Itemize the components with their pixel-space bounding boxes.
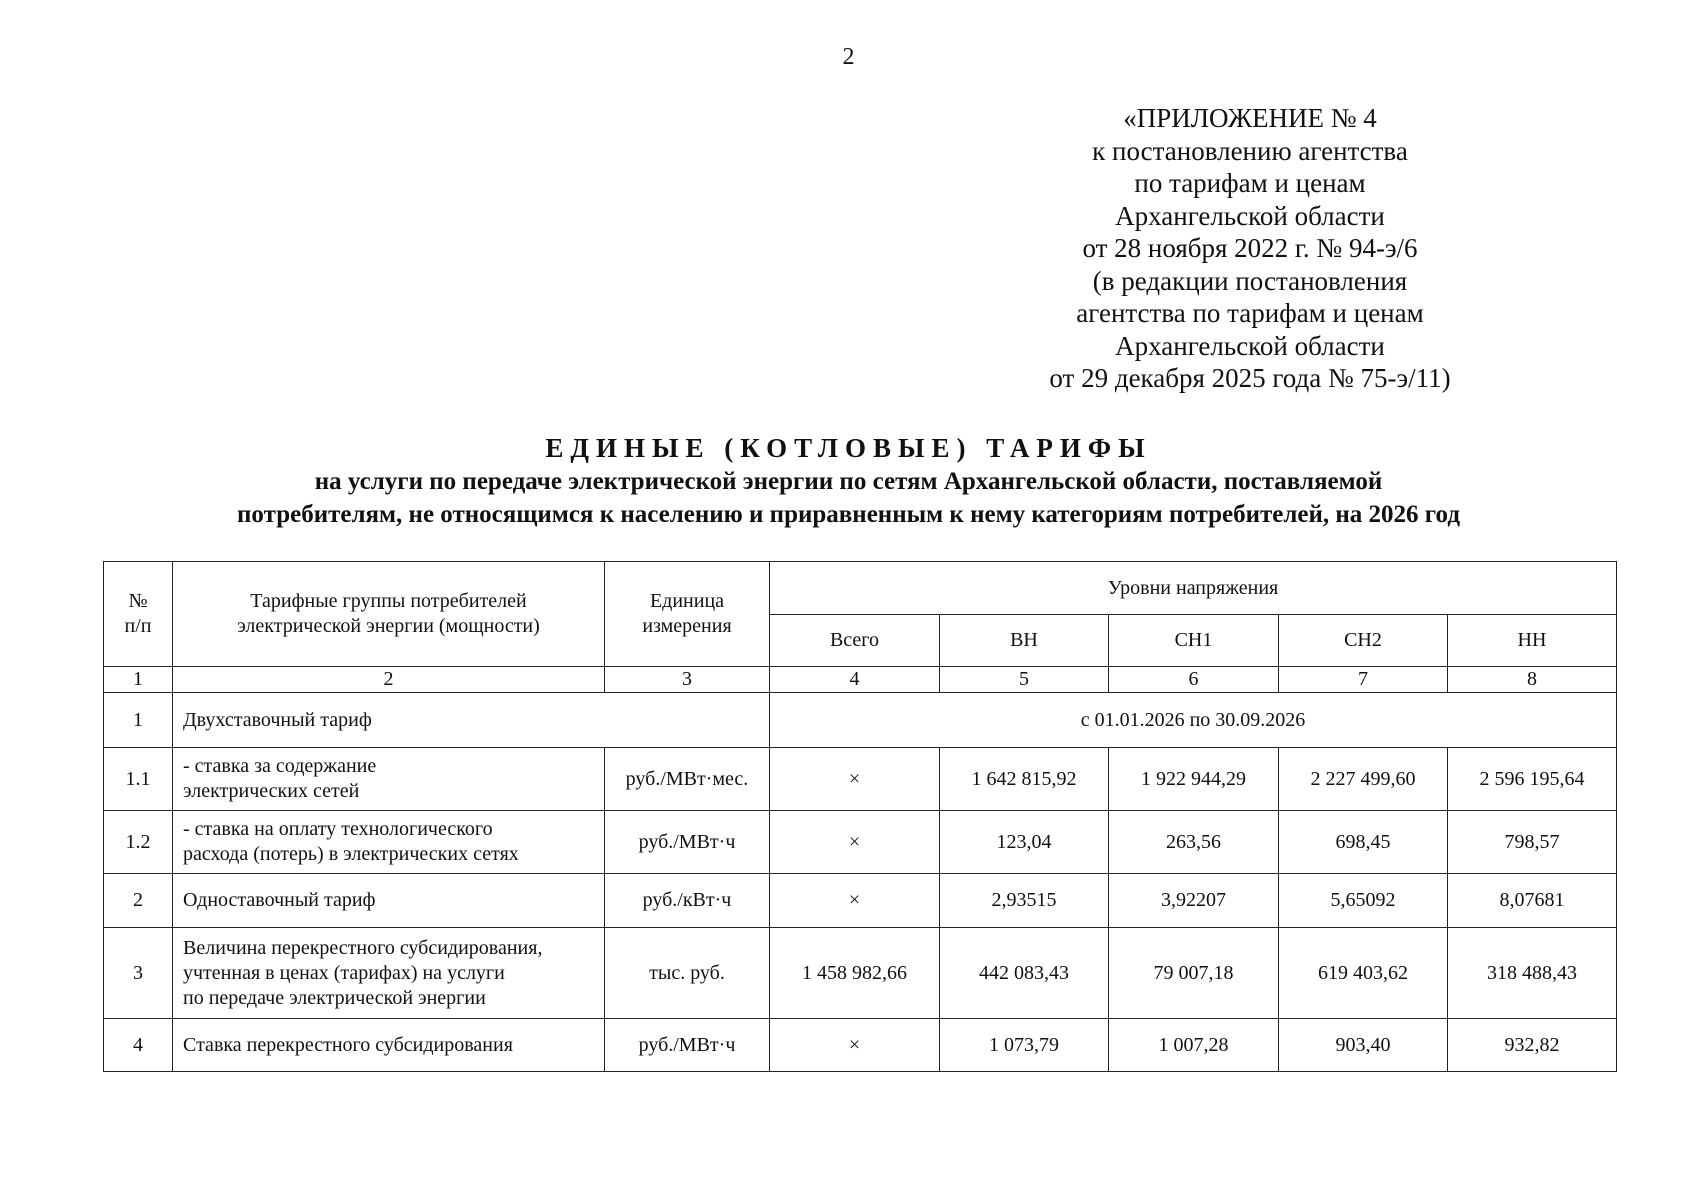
header-unit (605, 562, 770, 667)
row-value: 619 403,62 (1279, 928, 1448, 1019)
table-row (104, 693, 1617, 748)
column-number: 6 (1109, 667, 1279, 693)
header-level-nn: НН (1448, 615, 1617, 667)
row-num: 2 (104, 874, 173, 928)
appendix-line: Архангельской области (1115, 330, 1385, 361)
appendix-line: от 29 декабря 2025 года № 75-э/11) (1049, 363, 1451, 393)
row-value: 442 083,43 (940, 928, 1109, 1019)
column-number: 7 (1279, 667, 1448, 693)
row-value: 1 458 982,66 (770, 928, 940, 1019)
row-value: 1 073,79 (940, 1019, 1109, 1072)
header-row (104, 562, 1617, 615)
column-number: 5 (940, 667, 1109, 693)
row-unit: руб./МВт·мес. (605, 748, 770, 811)
row-value: × (770, 811, 940, 874)
tariff-table (103, 561, 1617, 1072)
document-title (0, 431, 1697, 531)
row-value: 263,56 (1109, 811, 1279, 874)
row-value: 1 922 944,29 (1109, 748, 1279, 811)
row-value: 2 596 195,64 (1448, 748, 1617, 811)
header-group (173, 562, 605, 667)
row-value: 79 007,18 (1109, 928, 1279, 1019)
row-name (173, 811, 605, 874)
row-name-line: расхода (потерь) в электрических сетях (183, 843, 519, 865)
row-unit: руб./МВт·ч (605, 811, 770, 874)
row-name-line: Величина перекрестного субсидирования, (183, 936, 543, 959)
row-unit: руб./кВт·ч (605, 874, 770, 928)
table-row (104, 811, 1617, 874)
appendix-line: Архангельской области (1115, 200, 1385, 231)
table-row (104, 928, 1617, 1019)
row-value: 2 227 499,60 (1279, 748, 1448, 811)
row-value: 932,82 (1448, 1019, 1617, 1072)
header-level-total: Всего (770, 615, 940, 667)
header-level-sn2: СН2 (1279, 615, 1448, 667)
appendix-line: по тарифам и ценам (1134, 168, 1366, 198)
header-group-line: Тарифные группы потребителей (250, 590, 527, 612)
appendix-line: от 28 ноября 2022 г. № 94-э/6 (1082, 233, 1418, 263)
row-num: 1 (104, 693, 173, 748)
appendix-line: «ПРИЛОЖЕНИЕ № 4 (1123, 103, 1377, 133)
row-value: 318 488,43 (1448, 928, 1617, 1019)
header-voltage-levels: Уровни напряжения (770, 562, 1617, 615)
header-num-line: № (128, 590, 148, 612)
row-unit: тыс. руб. (605, 928, 770, 1019)
row-value: 2,93515 (940, 874, 1109, 928)
appendix-line: к постановлению агентства (1092, 135, 1408, 166)
row-value: 5,65092 (1279, 874, 1448, 928)
table-row (104, 1019, 1617, 1072)
row-value: 123,04 (940, 811, 1109, 874)
header-unit-line: Единица (649, 590, 725, 612)
table-row (104, 748, 1617, 811)
appendix-header (1000, 102, 1500, 395)
row-value: 3,92207 (1109, 874, 1279, 928)
column-number: 8 (1448, 667, 1617, 693)
header-num-line: п/п (124, 615, 152, 637)
title-main: ЕДИНЫЕ (КОТЛОВЫЕ) ТАРИФЫ (545, 433, 1152, 463)
row-value: 798,57 (1448, 811, 1617, 874)
page-number: 2 (842, 44, 855, 70)
table-row (104, 874, 1617, 928)
row-value: 903,40 (1279, 1019, 1448, 1072)
row-name-line: - ставка на оплату технологического (183, 818, 493, 840)
column-number: 2 (173, 667, 605, 693)
row-value: 8,07681 (1448, 874, 1617, 928)
header-level-vn: ВН (940, 615, 1109, 667)
row-num: 4 (104, 1019, 173, 1072)
header-num (104, 562, 173, 667)
row-name-line: учтенная в ценах (тарифах) на услуги (183, 961, 505, 984)
column-number: 4 (770, 667, 940, 693)
row-name (173, 928, 605, 1019)
title-line-1: на услуги по передаче электрической энергии по сетям Архангельской области, поставляемой (314, 468, 1383, 495)
row-num: 1.2 (104, 811, 173, 874)
row-name: Двухставочный тариф (173, 693, 770, 748)
row-name-line: - ставка за содержание (183, 755, 377, 777)
row-value: × (770, 874, 940, 928)
header-group-line: электрической энергии (мощности) (237, 615, 540, 637)
row-value: × (770, 748, 940, 811)
row-name-line: электрических сетей (183, 780, 360, 802)
row-value: × (770, 1019, 940, 1072)
column-number: 3 (605, 667, 770, 693)
row-value: 1 007,28 (1109, 1019, 1279, 1072)
header-unit-line: измерения (642, 615, 732, 637)
row-name: Ставка перекрестного субсидирования (173, 1019, 605, 1072)
row-num: 3 (104, 928, 173, 1019)
row-name-line: по передаче электрической энергии (183, 986, 486, 1009)
row-name: Одноставочный тариф (173, 874, 605, 928)
row-period: с 01.01.2026 по 30.09.2026 (770, 693, 1617, 748)
title-line-2: потребителям, не относящимся к населению и приравненным к нему категориям потребителей, на 2026 год (237, 501, 1460, 528)
row-value: 698,45 (1279, 811, 1448, 874)
row-name (173, 748, 605, 811)
row-num: 1.1 (104, 748, 173, 811)
column-number-row (104, 667, 1617, 693)
column-number: 1 (104, 667, 173, 693)
row-value: 1 642 815,92 (940, 748, 1109, 811)
appendix-line: (в редакции постановления (1092, 265, 1408, 296)
header-level-sn1: СН1 (1109, 615, 1279, 667)
appendix-line: агентства по тарифам и ценам (1076, 298, 1424, 328)
row-unit: руб./МВт·ч (605, 1019, 770, 1072)
